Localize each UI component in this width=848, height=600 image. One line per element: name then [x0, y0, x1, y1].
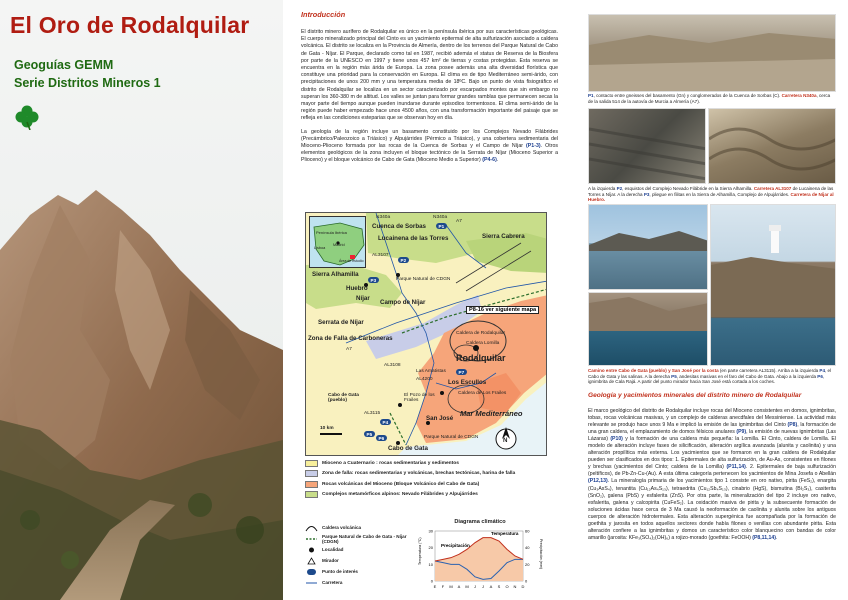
- cdgn-bottom-label: Parque Natural de CDGN: [424, 435, 479, 440]
- inset-lisboa-label: Lisboa: [314, 246, 326, 250]
- caldera-rodalquilar-label: Caldera de Rodalquilar: [456, 331, 506, 336]
- temp-tick-label: 30: [428, 528, 433, 534]
- caption-p1-text-b: , cerca de la salida 514 de la autovía de Murcia a Almería (A7).: [588, 93, 831, 104]
- caption-p6-ref: P6: [817, 373, 823, 379]
- legend-unit-row: [305, 479, 547, 490]
- temp-axis-label: Temperatura (°C): [418, 537, 422, 565]
- legend-unit-row: [305, 469, 547, 480]
- cabo-gata-pueblo-label: Cabo de Gata (pueblo): [328, 393, 359, 403]
- cover-title: El Oro de Rodalquilar: [10, 12, 250, 38]
- caption-p2-p3: [588, 186, 836, 203]
- month-tick-label: D: [521, 584, 525, 589]
- inset-peninsula-label: Península Ibérica: [316, 230, 347, 235]
- inset-madrid-label: Madrid: [333, 243, 345, 247]
- geology-text-3: , la emisión de nuevas ignimbritas (Las Lázaras): [588, 429, 836, 443]
- sierra-alhamilla-label: Sierra Alhamilla: [312, 271, 359, 278]
- precip-tick-label: 40: [525, 545, 530, 551]
- photo-p4-cabo-gata: [588, 204, 708, 290]
- month-tick-label: M: [465, 584, 469, 589]
- photo-p2-schists: [588, 108, 706, 184]
- geology-text-4: y la formación de una caldera más pequeña: la Lomilla. El Cinto, caldera de Lomilla. El modelo de alteración incluye fases de silicificación, alteración argílica avanzada (alunita y caolinita) y una alteración propilítica más externa. Los yacimientos que se formaron en la gran caldera de Rodalquilar pueden ser clasificados en dos tipos: 1. Epitermales de alta sulfurización, de Au-As, consistentes en filones y brechas (yacimientos del Cinto; caldera de la Lomilla): [588, 436, 836, 471]
- cover-subtitle-series: Geoguías GEMM: [14, 58, 114, 72]
- legend-unit-label: Zona de falla: rocas sedimentarias y volcánicas, brechas tectónicas, harina de falla: [322, 471, 516, 477]
- caption-p4-route: Camino entre Cabo de Gata (pueblo) y San José por la costa: [588, 368, 719, 373]
- legend-units: [305, 458, 547, 500]
- month-tick-label: S: [497, 584, 501, 589]
- road-al3115-label: AL3115: [364, 411, 381, 416]
- legend-symbol-row: [305, 533, 415, 544]
- caption-p1-road: Carretera N340a: [781, 93, 817, 98]
- road-al3108-label: AL3108: [384, 363, 401, 368]
- cover-photo-landscape: [0, 0, 283, 600]
- zona-falla-label: Zona de Falla de Carboneras: [308, 335, 393, 342]
- ref-p11-14: (P11,14): [726, 464, 746, 471]
- caldera-frailes-label: Caldera de Los Frailes: [458, 391, 507, 396]
- lucainena-label: Lucainena de las Torres: [378, 235, 449, 242]
- legend-swatch: [305, 491, 318, 498]
- photo-p1-outcrop: [588, 14, 836, 92]
- san-jose-label: San José: [426, 415, 454, 422]
- geology-heading: Geología y yacimientos minerales del distrito minero de Rodalquilar: [588, 392, 802, 399]
- month-tick-label: A: [457, 584, 461, 589]
- park-boundary-icon: [305, 535, 318, 543]
- temp-tick-label: 20: [428, 545, 433, 551]
- legend-unit-row: [305, 490, 547, 501]
- photo-p5-lighthouse: [710, 204, 836, 366]
- introduction-paragraph-2: [301, 129, 558, 165]
- cover-panel: [0, 0, 283, 600]
- road-a7-label-2: A7: [346, 347, 352, 352]
- campo-nijar-label: Campo de Níjar: [380, 299, 426, 306]
- pozo-frailes-label: El Pozo de los Frailes: [404, 393, 435, 403]
- caption-p2-text-c: de Lucainena de las Torres a Níjar. A la derecha: [588, 186, 834, 197]
- inset-map-iberia: [309, 216, 366, 268]
- caption-p2-text-b: , esquistos del Complejo Nevado Filábride en la Sierra Alhamilla.: [622, 186, 754, 191]
- geology-text-6: . La mineralogía primaria de los yacimientos tipo 1 consiste en oro nativo, pirita (FeS₂), enargita (Cu₃AsS₄), tenantita (Cu₁₂As₄S₁₃), tetraedrita (Cu₁₂Sb₄S₁₃), cinabrio (HgS), bismutina (Bi₂S₃), casiterita (SnO₂), galena (PbS) y esfalerita (ZnS). Por otra parte, la mineralización del tipo 2 incluye oro nativo, esfalerita, galena y calcopirita (CuFeS₂). La oxidación masiva de pirita y la subsecuente formación de soluciones ácidas hace cerca de 3 Ma causó la neoformación de caolinita y alunita sobre los antiguos cuerpos de alteración hidrotermales. Esta alteración supergénica fue acompañada por la formación de goethita y jarosita en todos aquellos sectores donde había filones o venillas con abundante pirita. Esta alteración confiere a las ignimbritas y domos un característico color blanquecino con bandas de color amarillo (jarosita: KFe₃(SO₄)₂(OH)₆) a rojizo-morado (goethita: FeOOH): [588, 478, 836, 541]
- cdgn-top-label: Parque Natural de CDGN: [396, 277, 451, 282]
- caption-p5-ref: P5: [671, 373, 677, 379]
- geology-paragraph: [588, 408, 836, 542]
- para-2-text-c: .: [496, 157, 499, 164]
- road-n340a-label-2: N340a: [433, 215, 448, 220]
- caption-p2-text-a: A la izquierda: [588, 186, 617, 191]
- legend-symbol-row: [305, 577, 415, 588]
- legend-symbol-row: [305, 544, 415, 555]
- legend-symbol-label: Punto de interés: [322, 569, 358, 574]
- road-icon: [305, 579, 318, 587]
- legend-unit-label: Rocas volcánicas del Mioceno (Bloque Volcánico del Cabo de Gata): [322, 481, 480, 487]
- geology-text-7: .: [775, 534, 778, 541]
- poi-p7-badge: P7: [456, 369, 467, 375]
- caption-p6-text: , ignimbrita de Cala Rajá. A partir del punto mirador hacia San José está cortada a los coches.: [588, 373, 825, 385]
- los-escullos-label: Los Escullos: [448, 379, 487, 386]
- mar-mediterraneo-label: Mar Mediterráneo: [460, 409, 523, 418]
- climate-diagram: [417, 519, 543, 599]
- legend-symbol-row: [305, 566, 415, 577]
- geology-text-5: . 2. Epitermales de baja sulfurización (peltíficos), de Pb-Zn-Cu-(Au). A esta última categoría pertenecen los yacimientos de Mina Josefa o Abellán: [588, 464, 836, 478]
- legend-symbol-label: Localidad: [322, 547, 344, 552]
- poi-icon: [305, 568, 318, 576]
- temperature-series-label: Temperatura: [491, 531, 519, 536]
- caldera-lomilla-label: Caldera Lomilla: [466, 341, 500, 346]
- north-arrow-label: N: [503, 437, 508, 444]
- legend-symbol-label: Carretera: [322, 580, 343, 585]
- precipitation-series-label: Precipitación: [441, 543, 470, 548]
- climate-diagram-title: Diagrama climático: [454, 519, 506, 525]
- month-tick-label: J: [482, 584, 484, 589]
- poi-p1-badge: P1: [436, 223, 447, 229]
- ref-p8: (P8): [787, 422, 798, 429]
- para-2-text-a: La geología de la región incluye un basamento constituido por los Complejos Nevado Filábrides (Precámbrico/Paleozoico a Triásico) y Alpujárrides (Pérmico a Triásico), y una cobertera sedimentaria del Mioceno-Plioceno formada por las rocas de la Cuenca de Sorbas y el Campo de Níjar: [301, 128, 558, 150]
- geological-map: [305, 212, 547, 456]
- legend-symbol-row: [305, 555, 415, 566]
- caption-p4-ref: P4: [819, 368, 825, 373]
- precip-axis-label: Precipitación (mm): [539, 539, 543, 569]
- map-note-box: P8-16 ver siguiente mapa: [466, 306, 539, 314]
- precip-tick-label: 0: [525, 578, 528, 584]
- legend-symbol-row: [305, 522, 415, 533]
- nijar-label: Níjar: [356, 295, 370, 302]
- ref-p8-11-14: (P8,11,14): [752, 534, 776, 541]
- poi-p6-badge: P6: [376, 435, 387, 441]
- month-tick-label: J: [474, 584, 476, 589]
- inset-study-area-label: Área de estudio: [339, 259, 364, 263]
- legend-unit-label: Complejos metamórficos alpinos: Nevado Filábrides y Alpujárrides: [322, 492, 478, 498]
- month-tick-label: F: [441, 584, 445, 589]
- poi-p4-badge: P4: [380, 419, 391, 425]
- legend-unit-row: [305, 458, 547, 469]
- huebro-label: Huebro: [346, 285, 368, 292]
- precip-tick-label: 20: [525, 561, 530, 567]
- caption-p4-p6: [588, 368, 836, 385]
- road-n340a-label: N340a: [376, 215, 391, 220]
- ref-p1-3: (P1-3): [526, 143, 541, 150]
- geology-text-2: , la formación de una gran caldera, el emplazamiento de domos félsicos anulares: [588, 422, 836, 436]
- caption-p5-text: , andesitas masivas en el faro del Cabo de Gata. Abajo a la izquierda: [676, 373, 818, 379]
- caption-p3-ref: P3: [643, 191, 650, 197]
- temp-tick-label: 0: [430, 578, 433, 584]
- poi-p2-badge: P2: [398, 257, 409, 263]
- caption-p2-ref: P2: [616, 186, 623, 191]
- legend-symbol-label: Caldera volcánica: [322, 525, 362, 530]
- legend-swatch: [305, 460, 318, 467]
- month-tick-label: E: [433, 584, 437, 589]
- caption-p2-road: Carretera AL3107: [753, 186, 792, 191]
- temp-tick-label: 10: [428, 561, 433, 567]
- climate-chart: [417, 525, 543, 595]
- ref-p10: (P10): [610, 436, 623, 443]
- rodalquilar-label: Rodalquilar: [456, 353, 506, 363]
- introduction-paragraph-1: El distrito minero aurífero de Rodalquilar es único en la península ibérica por sus características geológicas. El cuerpo mineralizado principal del Cinto es un yacimiento epitermal de alta sulfurización asociado a caldera volcánica. El distrito se localiza en la Provincia de Almería, dentro de los terrenos del Parque Natural de Cabo de Gata - Níjar. El Parque, declarado como tal en 1987, recibió además el status de Reserva de la Biosfera por parte de la UNESCO en 1997 y tiene unos 457 km² de tierras y costas protegidas. Esta reserva se encuentra en la región más árida de Europa. La zona posee además una alta diversidad florística que constituye una prioridad para la conservación en Europa. El clima es de tipo Mediterráneo semi-árido, con precipitaciones de unos 200 mm y una temperatura media de 18ºC. Bajo un punto de vista fisiográfico el distrito de Rodalquilar se localiza en un sector caracterizado por escarpados montes que sin embargo no superan los 360-380 m de altitud. Los valles se juntan para formar grandes ramblas que permanecen secas la mayor parte del tiempo aunque pueden inundarse durante episodios tormentosos. El clima semi-árido de la región puede haber empezado hace unos 4500 años, con una transformación importante del paisaje que se refleja en las condiciones esteparias que se observan hoy en día.: [301, 29, 558, 122]
- legend-unit-label: Mioceno a Cuaternario : rocas sedimentarias y sedimentos: [322, 460, 459, 466]
- poi-p5-badge: P5: [364, 431, 375, 437]
- legend-swatch: [305, 470, 318, 477]
- town-dot-icon: [305, 546, 318, 554]
- cabo-gata-label: Cabo de Gata: [388, 445, 428, 452]
- legend-swatch: [305, 481, 318, 488]
- amatistas-label: Las Amatistas: [416, 369, 446, 374]
- month-tick-label: M: [449, 584, 453, 589]
- scale-bar-label: 10 km: [320, 426, 334, 431]
- para-2-text-b: . Otros elementos geológicos de la zona incluyen el bloque tectónico de la Serrata de Níjar (Mioceno Superior a Plioceno) y el bloque volcánico de Cabo de Gata (Mioceno Medio a Superior): [301, 143, 558, 164]
- caption-p4-text-a: (en parte carretera AL3115). Arriba a la izquierda: [718, 368, 820, 373]
- road-al4200-label: AL4200: [416, 377, 433, 382]
- map-legend: [305, 458, 547, 589]
- road-a7-label: A7: [456, 219, 462, 224]
- legend-symbols: [305, 522, 415, 588]
- geology-text-1: El marco geológico del distrito de Rodalquilar incluye rocas del Mioceno consistentes en domos, ignimbritas, tobas, rocas volcánicas masivas, y un complejo de calderas anecdfales del Messiniense. La actividad más relevante se produjo hace unos 9 Ma e implicó la emisión de las ignimbritas del Cinto: [588, 408, 836, 429]
- month-tick-label: N: [513, 584, 517, 589]
- legend-symbol-label: Parque Natural de Cabo de Gata - Níjar (CDGN): [322, 533, 407, 544]
- legend-symbol-label: Mirador: [322, 558, 339, 563]
- month-tick-label: A: [489, 584, 493, 589]
- clover-logo-icon: [14, 104, 40, 130]
- ref-p9: (P9): [736, 429, 747, 436]
- road-al3107-label: AL3107: [372, 253, 389, 258]
- precip-tick-label: 60: [525, 528, 530, 534]
- caption-p3-text: , pliegue en filitas en la Sierra de Alhamilla, Complejo de Alpujárrides.: [649, 191, 791, 197]
- caption-p1: [588, 93, 836, 104]
- caption-p1-text: , contacto entre gneisses del basamento (Gn) y conglomerados de la Cuenca de Sorbas (C).: [593, 93, 782, 98]
- caldera-icon: [305, 524, 318, 532]
- cuenca-sorbas-label: Cuenca de Sorbas: [372, 223, 426, 230]
- caption-p1-ref: P1: [588, 93, 594, 98]
- sierra-cabrera-label: Sierra Cabrera: [482, 233, 525, 240]
- poi-p3-badge: P3: [368, 277, 379, 283]
- ref-p12-13: (P12,13): [588, 478, 608, 485]
- photo-p6-cala-raja: [588, 292, 708, 366]
- caption-p4-text-b: , el Cabo de Gata y las salinas. A la derecha: [588, 368, 832, 379]
- caption-p3-road: Carretera de Níjar al Huebro.: [588, 191, 834, 203]
- cover-subtitle-collection: Serie Distritos Mineros 1: [14, 76, 161, 90]
- month-tick-label: O: [505, 584, 509, 589]
- serrata-nijar-label: Serrata de Níjar: [318, 319, 364, 326]
- introduction-heading: Introducción: [301, 10, 346, 19]
- ref-p4-6: (P4-6): [482, 157, 497, 164]
- photo-p3-folds: [708, 108, 836, 184]
- viewpoint-icon: [305, 557, 318, 565]
